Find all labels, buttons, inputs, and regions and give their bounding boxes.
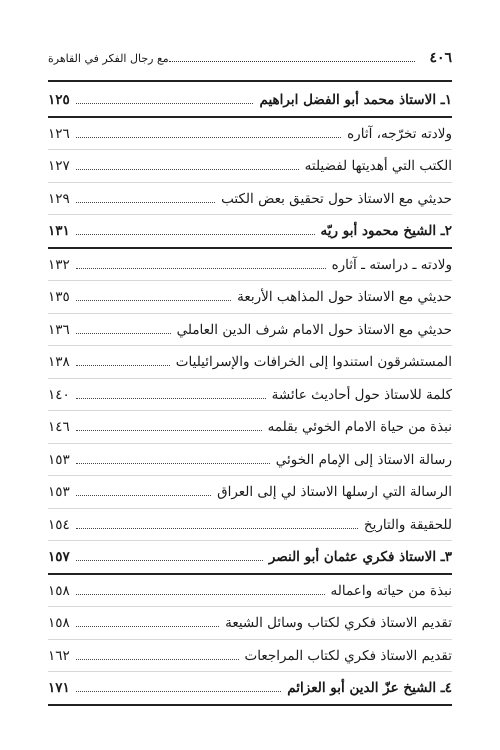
toc-entry <box>48 289 452 314</box>
toc-entry-title: حديثي مع الاستاذ حول تحقيق بعض الكتب <box>221 190 452 207</box>
toc-entry-page: ١٣٥ <box>48 289 70 305</box>
toc-entry-page: ١٢٥ <box>48 92 70 108</box>
toc-entry-page: ١٣١ <box>48 223 70 239</box>
toc-entry-page: ١٦٢ <box>48 647 70 664</box>
header-rule <box>48 80 452 82</box>
toc-entry <box>48 549 452 575</box>
toc-entry <box>48 419 452 444</box>
leader-dots <box>76 300 231 301</box>
toc-entry-page: ١٥٤ <box>48 516 70 533</box>
toc-entry-page: ١٥٣ <box>48 484 70 500</box>
toc-entry-title: نبذة من حياته واعماله <box>330 582 452 599</box>
table-of-contents <box>48 92 452 706</box>
toc-entry-page: ١٣٢ <box>48 256 70 273</box>
toc-entry <box>48 517 452 542</box>
toc-entry <box>48 484 452 509</box>
toc-entry-title: ٣ـ الاستاذ فكري عثمان أبو النصر <box>268 549 452 565</box>
toc-entry-title: حديثي مع الاستاذ حول الامام شرف الدين العاملي <box>176 321 452 338</box>
header-running-title: مع رجال الفكر في القاهرة <box>48 52 169 65</box>
toc-entry-title: ٤ـ الشيخ عزّ الدين أبو العزائم <box>287 680 452 696</box>
leader-dots <box>76 137 341 138</box>
leader-dots <box>76 268 326 269</box>
leader-dots <box>76 463 270 464</box>
toc-entry-page: ١٥٨ <box>48 615 70 631</box>
toc-entry-page: ١٢٧ <box>48 158 70 174</box>
leader-dots <box>76 495 211 496</box>
toc-entry <box>48 452 452 477</box>
toc-entry-title: كلمة للاستاذ حول أحاديث عائشة <box>271 386 452 403</box>
toc-entry <box>48 680 452 706</box>
toc-entry-page: ١٢٦ <box>48 125 70 142</box>
toc-entry-title: حديثي مع الاستاذ حول المذاهب الأربعة <box>237 289 452 305</box>
toc-entry-title: ولادته تخرّجه، آثاره <box>347 125 452 142</box>
toc-entry <box>48 648 452 673</box>
toc-entry <box>48 257 452 282</box>
toc-entry-page: ١٥٨ <box>48 582 70 599</box>
leader-dots <box>76 560 263 561</box>
toc-entry-title: نبذة من حياة الامام الخوئي بقلمه <box>267 419 452 435</box>
toc-entry-title: ١ـ الاستاذ محمد أبو الفضل ابراهيم <box>259 92 452 108</box>
toc-entry <box>48 354 452 379</box>
toc-entry-title: ولادته ـ دراسته ـ آثاره <box>331 256 452 273</box>
leader-dots <box>76 365 170 366</box>
leader-dots <box>76 103 253 104</box>
toc-entry-title: المستشرقون استندوا إلى الخرافات والإسرائيليات <box>175 354 452 370</box>
leader-dots <box>76 234 315 235</box>
toc-entry-page: ١٤٦ <box>48 419 70 435</box>
toc-entry <box>48 615 452 640</box>
toc-page <box>48 50 452 714</box>
toc-entry-page: ١٥٣ <box>48 451 70 468</box>
toc-entry <box>48 583 452 608</box>
leader-dots <box>76 691 281 692</box>
toc-entry-title: الرسالة التي ارسلها الاستاذ لي إلى العراق <box>217 484 452 500</box>
toc-entry-page: ١٣٦ <box>48 321 70 338</box>
toc-entry <box>48 191 452 216</box>
leader-dots <box>76 626 219 627</box>
page-header <box>48 50 452 74</box>
leader-dots <box>76 398 266 399</box>
toc-entry-page: ١٣٨ <box>48 354 70 370</box>
leader-dots <box>76 594 325 595</box>
toc-entry <box>48 322 452 347</box>
leader-dots <box>76 333 171 334</box>
toc-entry <box>48 158 452 183</box>
toc-entry-page: ١٧١ <box>48 680 70 696</box>
toc-entry-title: للحقيقة والتاريخ <box>363 516 452 533</box>
toc-entry <box>48 223 452 249</box>
toc-entry-page: ١٥٧ <box>48 549 70 565</box>
toc-entry-title: ٢ـ الشيخ محمود أبو ريّه <box>320 223 452 239</box>
leader-dots <box>76 430 262 431</box>
toc-entry <box>48 92 452 118</box>
toc-entry-page: ١٢٩ <box>48 190 70 207</box>
toc-entry-title: رسالة الاستاذ إلى الإمام الخوئي <box>275 451 452 468</box>
leader-dots <box>76 202 215 203</box>
toc-entry-title: تقديم الاستاذ فكري لكتاب المراجعات <box>244 647 452 664</box>
leader-dots <box>76 659 239 660</box>
leader-dots <box>76 169 299 170</box>
toc-entry-page: ١٤٠ <box>48 386 70 403</box>
toc-entry-title: تقديم الاستاذ فكري لكتاب وسائل الشيعة <box>225 615 452 631</box>
toc-entry <box>48 126 452 151</box>
header-leader-dots <box>169 61 416 62</box>
toc-entry <box>48 387 452 412</box>
leader-dots <box>76 528 358 529</box>
toc-entry-title: الكتب التي أهديتها لفضيلته <box>304 158 452 174</box>
header-page-number: ٤٠٦ <box>429 50 452 66</box>
